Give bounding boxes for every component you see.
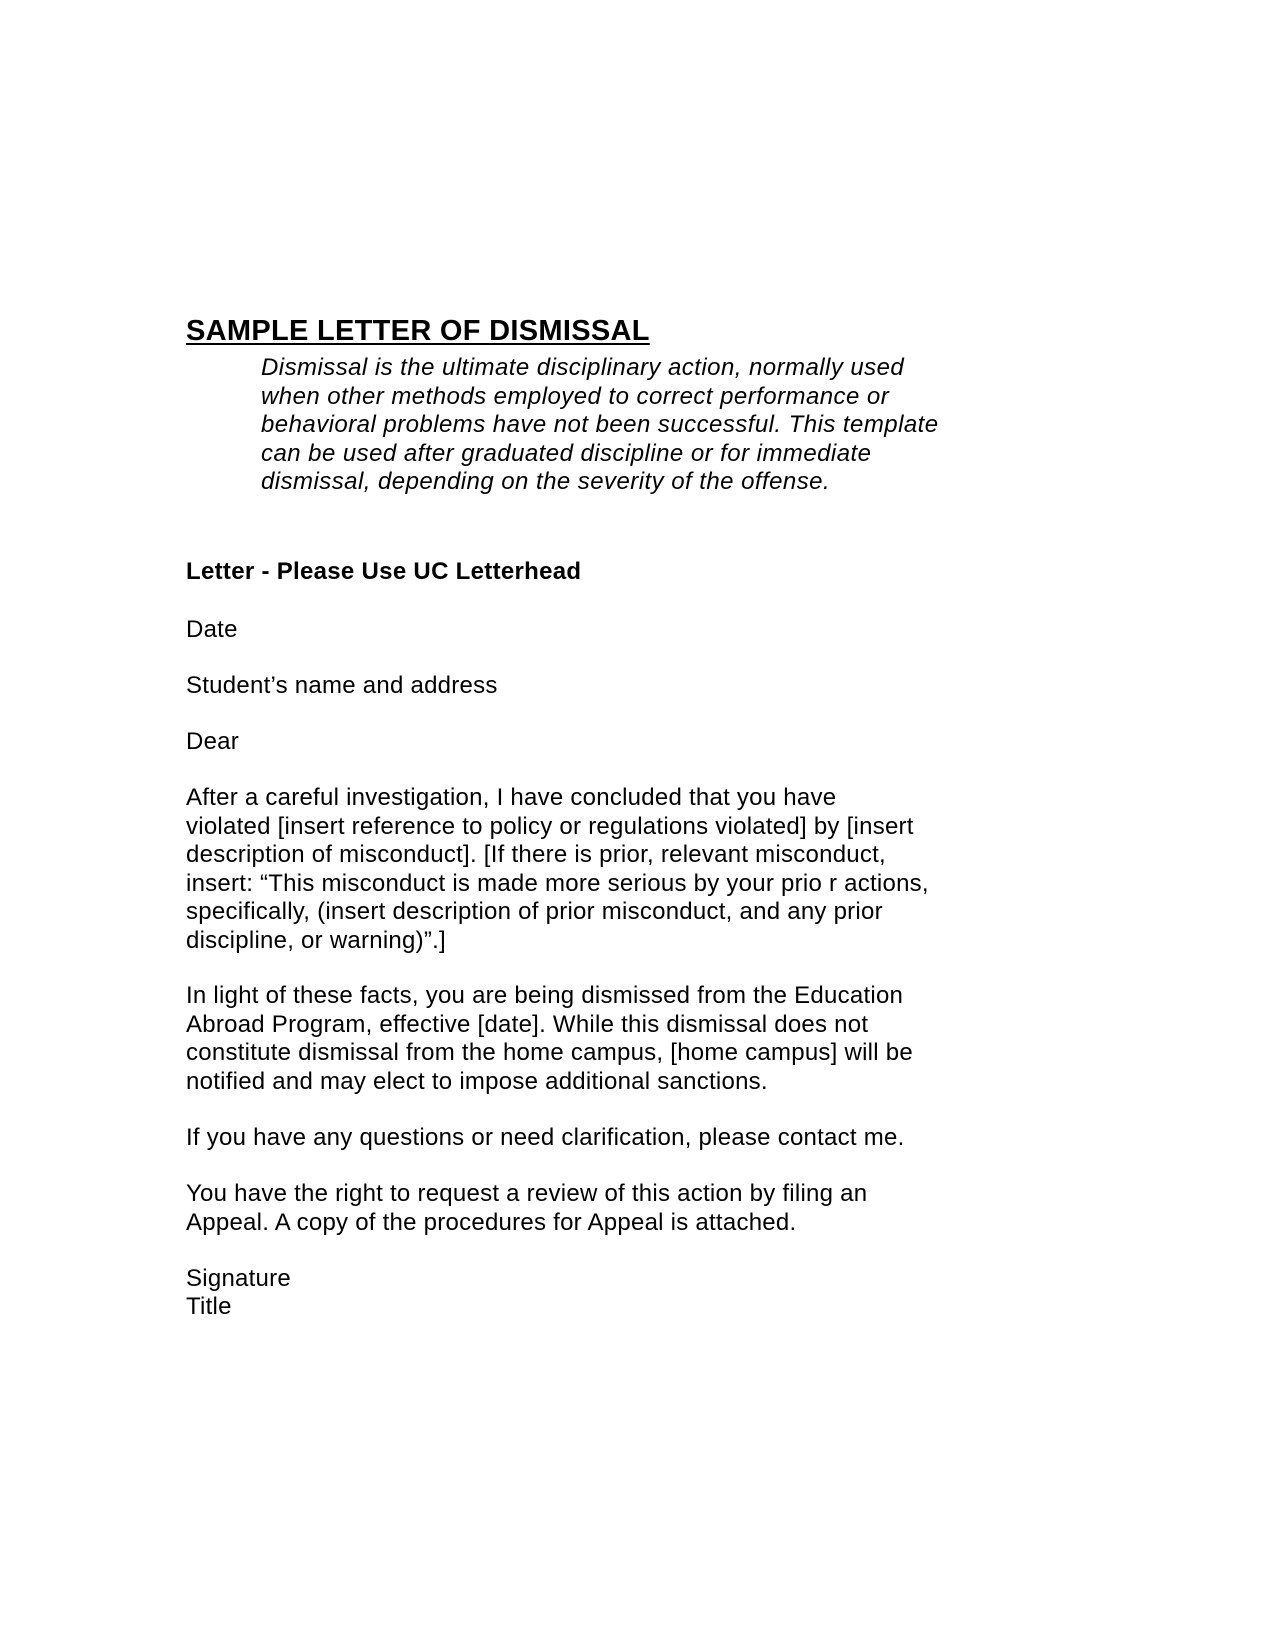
intro-line: can be used after graduated discipline or for immediate bbox=[261, 439, 872, 467]
paragraph-line: Appeal. A copy of the procedures for Appeal is attached. bbox=[186, 1208, 797, 1236]
signature-placeholder: Signature bbox=[186, 1265, 291, 1292]
paragraph-line: discipline, or warning)”.] bbox=[186, 926, 446, 954]
title-placeholder: Title bbox=[186, 1293, 232, 1320]
paragraph-line: violated [insert reference to policy or regulations violated] by [insert bbox=[186, 812, 914, 840]
recipient-placeholder: Student’s name and address bbox=[186, 672, 498, 699]
salutation: Dear bbox=[186, 728, 240, 755]
paragraph-line: insert: “This misconduct is made more serious by your prio r actions, bbox=[186, 869, 929, 897]
intro-line: when other methods employed to correct performance or bbox=[261, 382, 890, 410]
intro-line: dismissal, depending on the severity of the offense. bbox=[261, 468, 831, 495]
paragraph-line: notified and may elect to impose additional sanctions. bbox=[186, 1067, 768, 1095]
document-title: SAMPLE LETTER OF DISMISSAL bbox=[186, 315, 650, 347]
paragraph-line: You have the right to request a review of this action by filing an bbox=[186, 1180, 868, 1207]
letterhead-note: Letter - Please Use UC Letterhead bbox=[186, 558, 582, 585]
paragraph-line: Abroad Program, effective [date]. While this dismissal does not bbox=[186, 1010, 869, 1038]
intro-line: behavioral problems have not been successful. This template bbox=[261, 411, 939, 438]
paragraph-appeal bbox=[186, 1180, 1186, 1237]
paragraph-line: constitute dismissal from the home campus, [home campus] will be bbox=[186, 1039, 913, 1066]
date-placeholder: Date bbox=[186, 616, 238, 643]
paragraph-contact: If you have any questions or need clarification, please contact me. bbox=[186, 1124, 905, 1151]
intro-line: Dismissal is the ultimate disciplinary action, normally used bbox=[261, 354, 905, 381]
paragraph-line: specifically, (insert description of prior misconduct, and any prior bbox=[186, 898, 883, 925]
intro-note bbox=[261, 354, 1141, 497]
paragraph-line: After a careful investigation, I have concluded that you have bbox=[186, 784, 837, 811]
paragraph-violation bbox=[186, 784, 1186, 955]
paragraph-line: In light of these facts, you are being dismissed from the Education bbox=[186, 982, 904, 1009]
paragraph-dismissal bbox=[186, 982, 1186, 1096]
paragraph-line: description of misconduct]. [If there is prior, relevant misconduct, bbox=[186, 841, 886, 868]
